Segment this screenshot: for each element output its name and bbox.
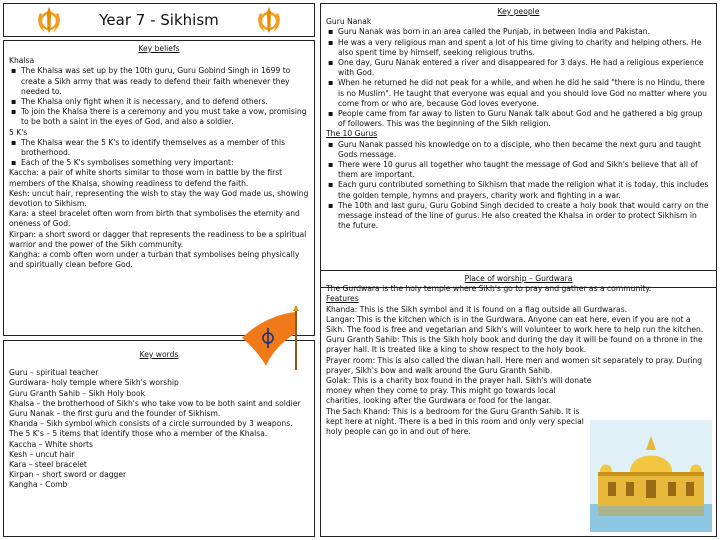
- khanda-icon: [34, 4, 64, 36]
- list-item: ▪ There were 10 gurus all together who taught the message of God and Sikh's believe that all of them are important.: [326, 160, 711, 180]
- list-item: Gurdwara- holy temple where Sikh's worship: [9, 378, 179, 388]
- list-item: ▪ He was a very religious man and spent a lot of his time giving to charity and helping others. He also spent time by himself, seeking religious truths.: [326, 38, 711, 58]
- list-item: ▪ People came from far away to listen to Guru Nanak talk about God and he gathered a big group of followers. This was the beginning of the Sikh religion.: [326, 109, 711, 129]
- golak-text: Golak: This is a charity box found in the prayer hall. Sikh's will donate money when they come to pray. This might go towards local charities, looking after the Gurdwara or food for the langar.: [326, 376, 592, 406]
- list-item: Guru Granth Sahib – Sikh Holy book: [9, 388, 146, 398]
- list-item: ▪ Each of the 5 K's symbolises something very important:: [9, 158, 309, 168]
- list-item: ▪ Guru Nanak was born in an area called the Punjab, in between India and Pakistan.: [326, 27, 711, 37]
- kangha-text: Kangha: a comb often worn under a turban that symbolises being physically and spiritually clean before God.: [9, 250, 300, 270]
- key-beliefs-heading: Key beliefs: [138, 44, 180, 53]
- list-item: ▪ The Khalsa was set up by the 10th guru, Guru Gobind Singh in 1699 to create a Sikh army that was ready to defend their faith whenever they needed to.: [9, 66, 309, 97]
- worship-heading: Place of worship – Gurdwara: [464, 274, 573, 283]
- langar-text: Langar: This is the kitchen which is in the Gurdwara. Anyone can eat here, even if you are not a Sikh. The food is free and vegetarian and Sikh's will volunteer to work here to help run the kitchen.: [326, 314, 704, 335]
- list-item: Guru Nanak – the first guru and the founder of Sikhism.: [9, 409, 221, 419]
- list-item: ▪ The Khalsa wear the 5 K's to identify themselves as a member of this brotherhood.: [9, 138, 309, 158]
- list-item: Kirpan – short sword or dagger: [9, 470, 127, 480]
- list-item: ▪ Each guru contributed something to Sikhism that made the religion what it is today, this includes the golden temple, hymns and prayers, charity work and fighting in a war.: [326, 180, 711, 200]
- kesh-text: Kesh: uncut hair, representing the wish to stay the way God made us, showing devotion to Sikhism.: [9, 188, 309, 209]
- khanda-text: Khanda: This is the Sikh symbol and it is found on a flag outside all Gurdwaras.: [326, 304, 628, 314]
- list-item: Guru – spiritual teacher: [9, 368, 99, 378]
- five-ks-label: 5 K's: [9, 127, 28, 137]
- list-item: ▪ One day, Guru Nanak entered a river and disappeared for 3 days. He had a religious experience with God.: [326, 58, 711, 78]
- khalsa-label: Khalsa: [9, 56, 35, 66]
- key-words-list: [9, 368, 309, 490]
- guru-nanak-label: Guru Nanak: [326, 17, 372, 27]
- features-label: Features: [326, 294, 359, 304]
- ten-gurus-label: The 10 Gurus: [326, 129, 378, 139]
- kirpan-text: Kirpan: a short sword or dagger that represents the readiness to be a spiritual warrior and the power of the Sikh community.: [9, 229, 307, 249]
- kara-text: Kara: a steel bracelet often worn from birth that symbolises the eternity and oneness of God.: [9, 209, 300, 229]
- list-item: ▪ To join the Khalsa there is a ceremony and you must take a vow, promising to be both a saint in the eyes of God, and also a soldier.: [9, 107, 309, 127]
- list-item: ▪ When he returned he did not peak for a while, and when he did he said "there is no Hindu, there is no Muslim". He taught that everyone was equal and you should love God no matter where you come from or who are, because God loves everyone.: [326, 78, 711, 109]
- key-beliefs-box: [3, 40, 315, 336]
- guru-nanak-list: [326, 27, 711, 129]
- list-item: Kesh – uncut hair: [9, 449, 75, 459]
- list-item: Kaccha – White shorts: [9, 439, 93, 449]
- list-item: Khalsa – the brotherhood of Sikh's who take vow to be both saint and soldier: [9, 398, 301, 408]
- prayer-room-text: Prayer room: This is also called the diwan hall. Here men and women sit separately to pray. During prayer, Sikh's bow and walk around the Guru Granth Sahib.: [326, 355, 703, 375]
- key-people-heading: Key people: [497, 7, 540, 16]
- list-item: ▪ Guru Nanak passed his knowledge on to a disciple, who then became the next guru and taught Gods message.: [326, 140, 711, 160]
- key-words-heading: Key words: [139, 350, 179, 359]
- key-people-box: [320, 3, 717, 288]
- worship-intro: The Gurdwara is the holy temple where Sikh's go to pray and gather as a community.: [326, 284, 652, 294]
- list-item: The 5 K's – 5 items that identify those who a member of the Khalsa.: [9, 429, 268, 439]
- list-item: Kara – steel bracelet: [9, 460, 87, 470]
- sach-khand-text: The Sach Khand: This is a bedroom for the Guru Granth Sahib. It is kept here at night. There is a bed in this room and only very special holy people can go in and out of here.: [326, 406, 584, 437]
- ten-gurus-list: [326, 140, 711, 232]
- list-item: Khanda – Sikh symbol which consists of a circle surrounded by 3 weapons.: [9, 419, 293, 429]
- golden-temple-icon: [590, 420, 712, 532]
- list-item: ▪ The 10th and last guru, Guru Gobind Singh decided to create a holy book that would carry on the message instead of the line of gurus. He also created the Khalsa in order to protect Sikhism in the future.: [326, 201, 711, 232]
- page-title: Year 7 - Sikhism: [99, 11, 219, 29]
- kaccha-text: Kaccha: a pair of white shorts similar to those worn in battle by the first members of the Khalsa, showing readiness to defend the faith.: [9, 168, 283, 188]
- list-item: Kangha - Comb: [9, 480, 68, 490]
- khanda-icon: [254, 4, 284, 36]
- guru-granth-sahib-text: Guru Granth Sahib: This is the Sikh holy book and during the day it will be found on a throne in the prayer hall. It is treated like a king to show respect to the holy book.: [326, 335, 703, 355]
- nishan-sahib-flag-icon: [238, 300, 310, 370]
- list-item: ▪ The Khalsa only fight when it is necessary, and to defend others.: [9, 97, 309, 107]
